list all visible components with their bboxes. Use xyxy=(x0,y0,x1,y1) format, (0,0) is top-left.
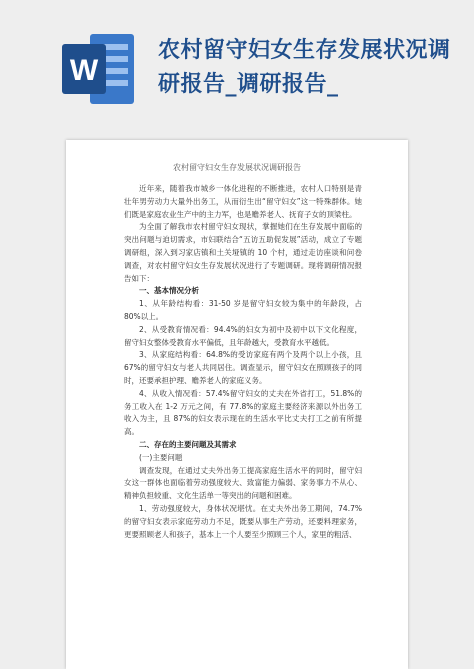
paragraph: 调查发现，在通过丈夫外出务工提高家庭生活水平的同时，留守妇女这一群体也面临着劳动强度较大、致富能力偏弱、家务事力不从心、精神负担较重、文化生活单一等突出的问题和困难。 xyxy=(124,465,362,501)
section-heading: 二、存在的主要问题及其需求 xyxy=(139,439,237,449)
paragraph: 为全面了解我市农村留守妇女现状，掌握她们在生存发展中面临的突出问题与迫切需求，市妇联结合“五访五助促发展”活动，成立了专题调研组，深入到习家店镇和土关垭镇的 10 个村，通过走访座谈和问卷调查，对农村留守妇女生存发展状况进行了专题调研。现将调研情况报告如下： xyxy=(124,222,362,283)
section-heading: 一、基本情况分析 xyxy=(139,286,199,296)
svg-text:W: W xyxy=(69,54,99,87)
paragraph: 3、从家庭结构看：64.8%的受访家庭有两个及两个以上小孩，且67%的留守妇女与老人共同居住。调查显示，留守妇女在照顾孩子的同时，还要承担护理、赡养老人的家庭义务。 xyxy=(124,350,362,385)
doc-header xyxy=(0,0,474,125)
page-title: 农村留守妇女生存发展状况调研报告_调研报告_ xyxy=(158,38,451,97)
word-icon xyxy=(60,30,138,108)
document-page xyxy=(66,140,408,669)
paragraph: 近年来，随着我市城乡一体化进程的不断推进，农村人口特别是青壮年男劳动力大量外出务工，从而衍生出“留守妇女”这一特殊群体。她们既是家庭农业生产中的主力军，也是赡养老人、抚育子女的顶梁柱。 xyxy=(124,184,362,219)
paragraph: (一)主要问题 xyxy=(139,452,183,462)
paragraph: 2、从受教育情况看：94.4%的妇女为初中及初中以下文化程度，留守妇女整体受教育水平偏低，且年龄越大，受教育水平越低。 xyxy=(124,324,362,347)
paragraph: 1、从年龄结构看：31-50 岁是留守妇女较为集中的年龄段，占80%以上。 xyxy=(124,299,362,321)
document-body xyxy=(124,183,362,541)
document-title: 农村留守妇女生存发展状况调研报告 xyxy=(173,163,301,172)
paragraph: 4、从收入情况看：57.4%留守妇女的丈夫在外省打工，51.8%的务工收入在 1-2 万元之间，有 77.8%的家庭主要经济来源以外出务工收入为主，且 87%的妇女表示现在的生活水平比丈夫打工之前有所提高。 xyxy=(124,388,362,437)
paragraph: 1、劳动强度较大，身体状况堪忧。在丈夫外出务工期间，74.7%的留守妇女表示家庭劳动力不足，既要从事生产劳动，还要料理家务，更要照顾老人和孩子，基本上一个人要至少照顾三个人，家里的粗活、 xyxy=(124,503,362,539)
